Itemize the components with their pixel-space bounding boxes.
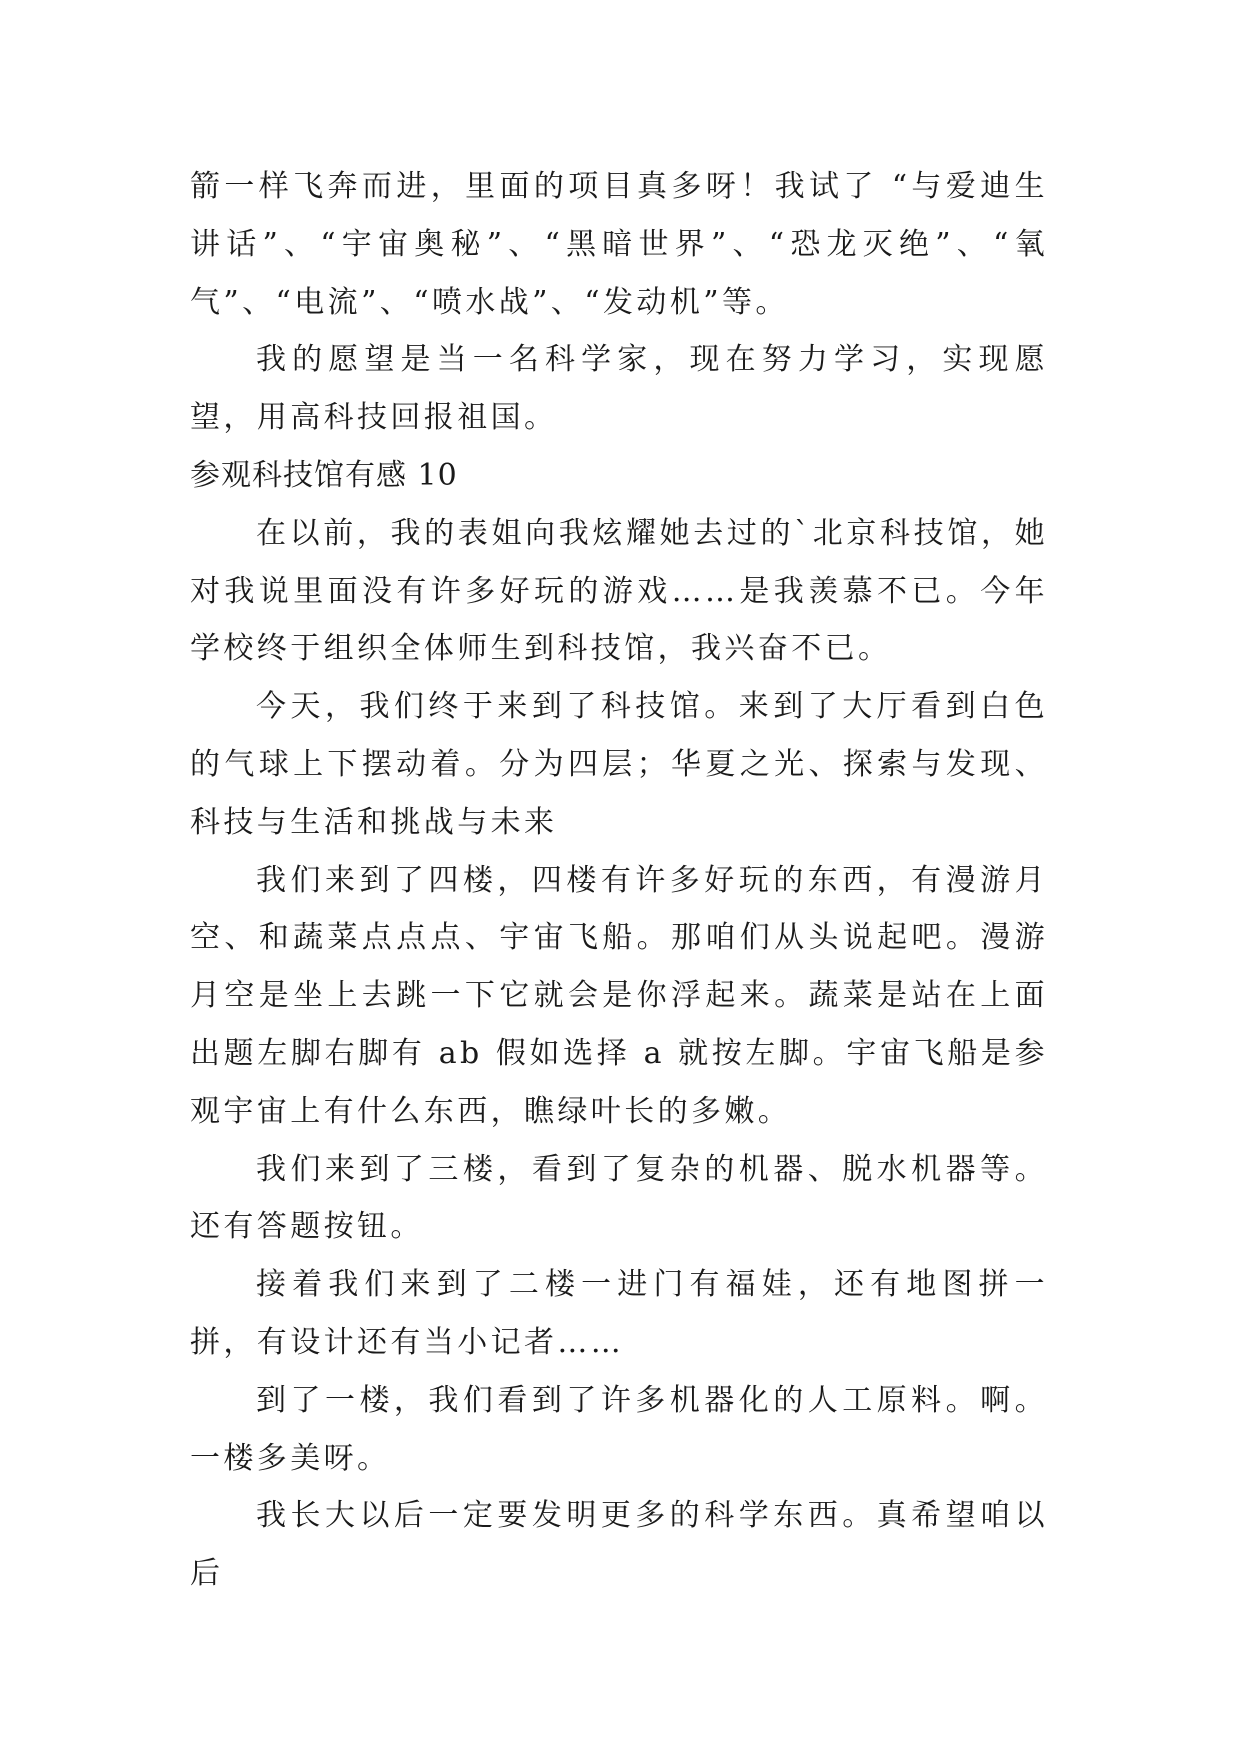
- document-body: [190, 158, 1048, 1603]
- section-title: 参观科技馆有感 10: [190, 457, 458, 493]
- paragraph: 我长大以后一定要发明更多的科学东西。真希望咱以后: [190, 1498, 1048, 1592]
- paragraph: 接着我们来到了二楼一进门有福娃，还有地图拼一拼，有设计还有当小记者……: [190, 1267, 1048, 1360]
- paragraph: 到了一楼，我们看到了许多机器化的人工原料。啊。一楼多美呀。: [190, 1382, 1048, 1476]
- paragraph: 箭一样飞奔而进，里面的项目真多呀！我试了 “与爱迪生讲话”、“宇宙奥秘”、“黑暗世界”、“恐龙灭绝”、“氧气”、“电流”、“喷水战”、“发动机”等。: [190, 169, 1048, 320]
- paragraph: 我们来到了三楼，看到了复杂的机器、脱水机器等。还有答题按钮。: [190, 1151, 1048, 1245]
- paragraph: 我们来到了四楼，四楼有许多好玩的东西，有漫游月空、和蔬菜点点点、宇宙飞船。那咱们从头说起吧。漫游月空是坐上去跳一下它就会是你浮起来。蔬菜是站在上面出题左脚右脚有 ab 假如选择 a 就按左脚。宇宙飞船是参观宇宙上有什么东西，瞧绿叶长的多嫩。: [190, 862, 1048, 1129]
- paragraph: 今天，我们终于来到了科技馆。来到了大厅看到白色的气球上下摆动着。分为四层；华夏之光、探索与发现、科技与生活和挑战与未来: [190, 689, 1048, 840]
- paragraph: 我的愿望是当一名科学家，现在努力学习，实现愿望，用高科技回报祖国。: [190, 342, 1048, 436]
- paragraph: 在以前，我的表姐向我炫耀她去过的`北京科技馆，她对我说里面没有许多好玩的游戏……是我羡慕不已。今年学校终于组织全体师生到科技馆，我兴奋不已。: [190, 515, 1048, 667]
